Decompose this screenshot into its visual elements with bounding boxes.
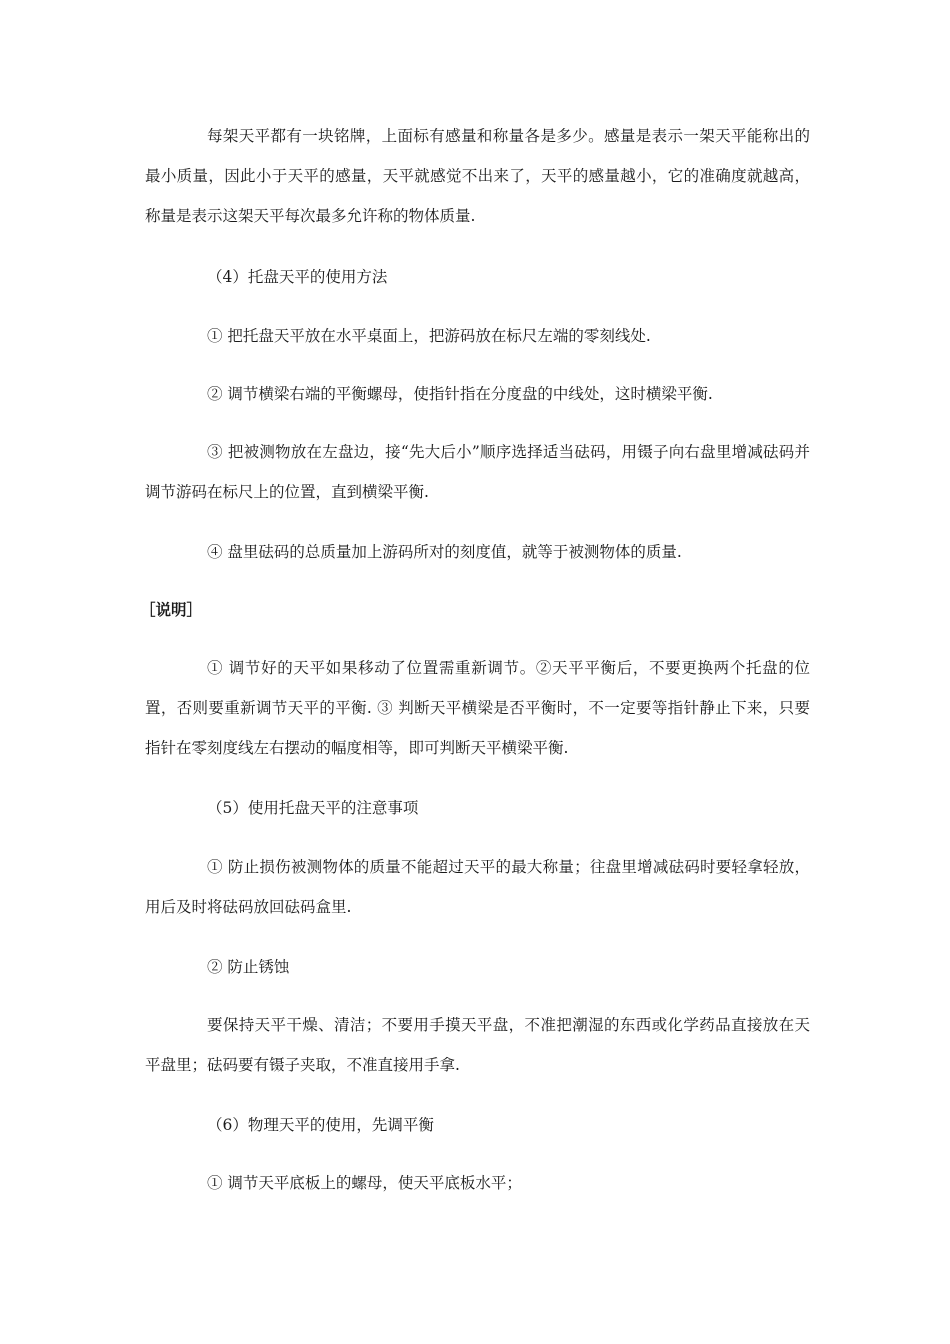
section-5-item-2: ② 防止锈蚀 bbox=[207, 958, 290, 976]
note-body: ① 调节好的天平如果移动了位置需重新调节。②天平平衡后，不要更换两个托盘的位置，否则要重新调节天平的平衡. ③ 判断天平横梁是否平衡时，不一定要等指针静止下来，只要指针在零刻度线左右摆动的幅度相等，即可判断天平横梁平衡. bbox=[145, 659, 810, 757]
section-5-item-1: ① 防止损伤被测物体的质量不能超过天平的最大称量；往盘里增减砝码时要轻拿轻放，用后及时将砝码放回砝码盒里. bbox=[145, 858, 810, 916]
section-5-item-2-body: 要保持天平干燥、清洁；不要用手摸天平盘，不准把潮湿的东西或化学药品直接放在天平盘里；砝码要有镊子夹取，不准直接用手拿. bbox=[145, 1016, 810, 1074]
section-5-title: （5）使用托盘天平的注意事项 bbox=[207, 799, 419, 817]
section-6-title: （6）物理天平的使用，先调平衡 bbox=[207, 1116, 434, 1134]
note-heading: ［说明］ bbox=[140, 600, 203, 619]
section-4-title: （4）托盘天平的使用方法 bbox=[207, 268, 388, 286]
section-6-step-1: ① 调节天平底板上的螺母，使天平底板水平； bbox=[207, 1174, 522, 1192]
paragraph-sensitivity-capacity: 每架天平都有一块铭牌，上面标有感量和称量各是多少。感量是表示一架天平能称出的最小质量，因此小于天平的感量，天平就感觉不出来了，天平的感量越小，它的准确度就越高，称量是表示这架天平每次最多允许称的物体质量. bbox=[145, 127, 810, 225]
section-4-step-3: ③ 把被测物放在左盘边，接“先大后小”顺序选择适当砝码，用镊子向右盘里增减砝码并调节游码在标尺上的位置，直到横梁平衡. bbox=[145, 443, 810, 501]
section-4-step-2: ② 调节横梁右端的平衡螺母，使指针指在分度盘的中线处，这时横梁平衡. bbox=[207, 385, 713, 403]
section-4-step-4: ④ 盘里砝码的总质量加上游码所对的刻度值，就等于被测物体的质量. bbox=[207, 543, 682, 561]
section-4-step-1: ① 把托盘天平放在水平桌面上，把游码放在标尺左端的零刻线处. bbox=[207, 327, 651, 345]
